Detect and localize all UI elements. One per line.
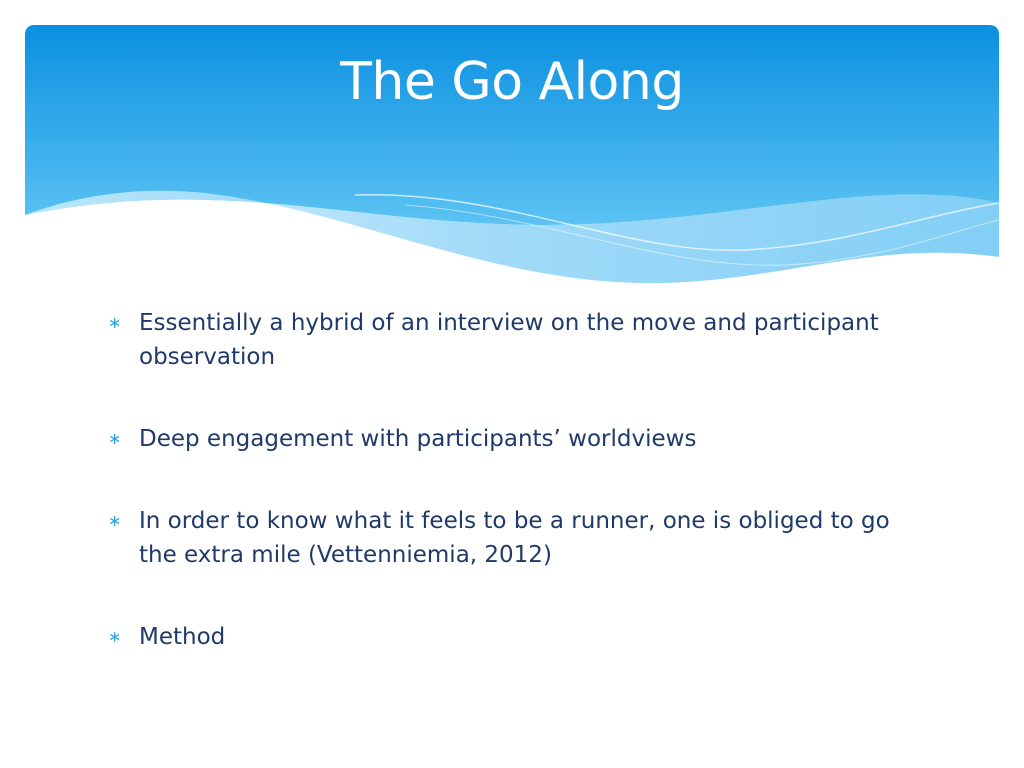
slide-title: The Go Along bbox=[340, 52, 684, 112]
asterisk-bullet-icon: ∗ bbox=[108, 313, 122, 332]
bullet-text: Essentially a hybrid of an interview on the move and participant observation bbox=[139, 310, 879, 370]
asterisk-bullet-icon: ∗ bbox=[108, 511, 122, 530]
bullet-item bbox=[108, 422, 928, 456]
asterisk-bullet-icon: ∗ bbox=[108, 627, 122, 646]
bullet-item bbox=[108, 504, 928, 572]
bullet-text: Method bbox=[139, 624, 226, 650]
bullet-text: In order to know what it feels to be a runner, one is obliged to go the extra mile (Vettenniemia, 2012) bbox=[139, 508, 890, 568]
asterisk-bullet-icon: ∗ bbox=[108, 429, 122, 448]
bullet-item bbox=[108, 306, 928, 374]
bullet-list bbox=[108, 306, 928, 702]
bullet-item bbox=[108, 620, 928, 654]
bullet-text: Deep engagement with participants’ worldviews bbox=[139, 426, 697, 452]
